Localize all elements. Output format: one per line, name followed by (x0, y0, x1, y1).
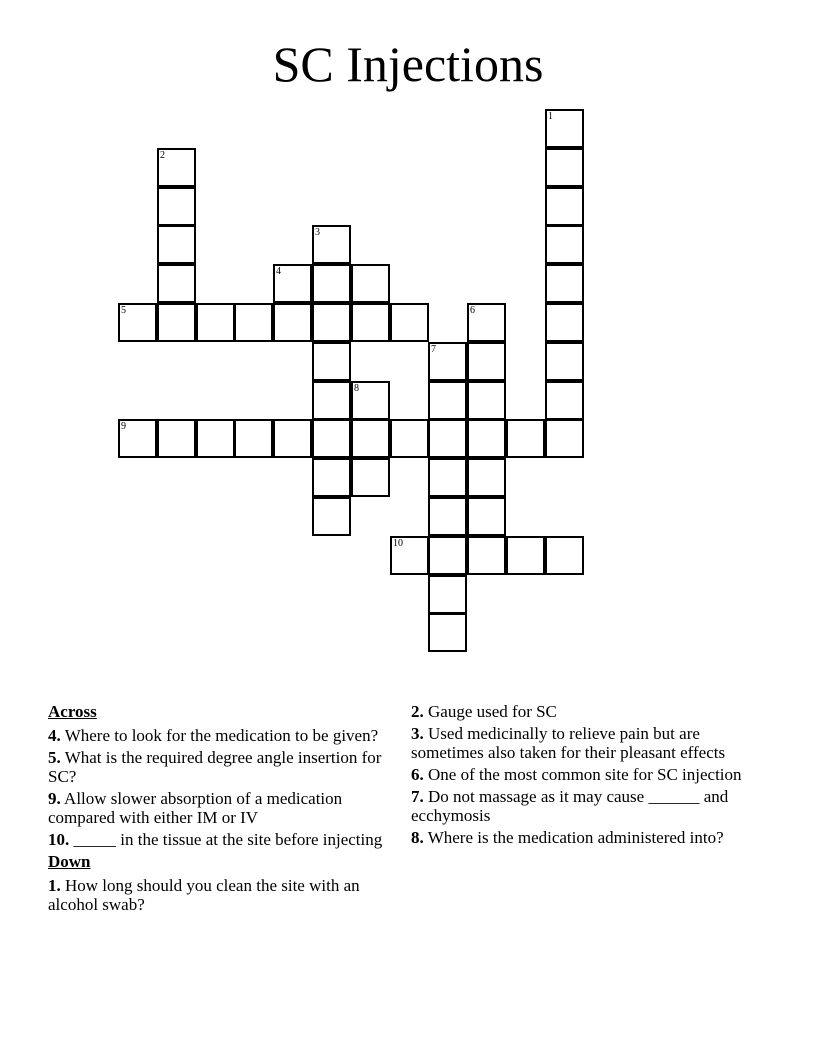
crossword-cell[interactable] (467, 342, 506, 381)
down-clue-list-right (411, 702, 761, 847)
clue-item-text: _____ in the tissue at the site before injecting (69, 830, 383, 849)
crossword-cell[interactable] (467, 458, 506, 497)
crossword-cell[interactable] (467, 303, 506, 342)
crossword-cell[interactable] (118, 419, 157, 458)
clue-item (411, 828, 761, 847)
crossword-cell[interactable] (545, 264, 584, 303)
clue-item (48, 748, 393, 786)
crossword-cell[interactable] (506, 536, 545, 575)
clue-number: 2 (160, 150, 165, 161)
clue-number: 9 (121, 421, 126, 432)
clue-number: 4 (276, 266, 281, 277)
crossword-cell[interactable] (157, 148, 196, 187)
crossword-cell[interactable] (467, 497, 506, 536)
crossword-cell[interactable] (312, 264, 351, 303)
crossword-cell[interactable] (196, 303, 235, 342)
crossword-cell[interactable] (351, 458, 390, 497)
crossword-cell[interactable] (428, 536, 467, 575)
across-heading: Across (48, 702, 97, 721)
crossword-cell[interactable] (157, 225, 196, 264)
crossword-cell[interactable] (312, 303, 351, 342)
clue-item (411, 787, 761, 825)
clue-item-text: Allow slower absorption of a medication compared with either IM or IV (48, 789, 343, 827)
clue-number: 10 (393, 538, 403, 549)
crossword-cell[interactable] (428, 342, 467, 381)
clue-item-text: Where is the medication administered into? (423, 828, 724, 847)
crossword-cell[interactable] (157, 419, 196, 458)
clue-item-number: 8. (411, 828, 424, 847)
clue-number: 3 (315, 227, 320, 238)
clue-item (48, 876, 393, 914)
clue-number: 6 (470, 305, 475, 316)
clue-number: 5 (121, 305, 126, 316)
crossword-cell[interactable] (545, 109, 584, 148)
crossword-cell[interactable] (545, 536, 584, 575)
down-heading: Down (48, 852, 91, 871)
clue-number: 1 (548, 111, 553, 122)
crossword-cell[interactable] (312, 381, 351, 420)
clue-number: 7 (431, 344, 436, 355)
clue-item-number: 9. (48, 789, 61, 808)
crossword-cell[interactable] (312, 225, 351, 264)
clues-right-column (411, 702, 761, 850)
crossword-cell[interactable] (312, 342, 351, 381)
clue-item-number: 6. (411, 765, 424, 784)
clue-item (411, 765, 761, 784)
clue-item-number: 4. (48, 726, 61, 745)
clue-item-number: 7. (411, 787, 424, 806)
clue-item-number: 1. (48, 876, 61, 895)
crossword-cell[interactable] (351, 419, 390, 458)
crossword-cell[interactable] (390, 303, 429, 342)
crossword-cell[interactable] (390, 536, 429, 575)
crossword-cell[interactable] (273, 303, 312, 342)
clue-item (48, 789, 393, 827)
clue-item (411, 702, 761, 721)
clue-number: 8 (354, 383, 359, 394)
clue-item-number: 2. (411, 702, 424, 721)
crossword-cell[interactable] (506, 419, 545, 458)
crossword-cell[interactable] (545, 419, 584, 458)
crossword-cell[interactable] (428, 458, 467, 497)
crossword-cell[interactable] (390, 419, 429, 458)
crossword-cell[interactable] (545, 225, 584, 264)
crossword-cell[interactable] (428, 575, 467, 614)
crossword-cell[interactable] (545, 148, 584, 187)
crossword-cell[interactable] (312, 458, 351, 497)
crossword-cell[interactable] (545, 381, 584, 420)
clues-left-column (48, 702, 393, 917)
crossword-cell[interactable] (428, 613, 467, 652)
crossword-cell[interactable] (545, 342, 584, 381)
crossword-cell[interactable] (351, 264, 390, 303)
crossword-cell[interactable] (118, 303, 157, 342)
crossword-cell[interactable] (467, 536, 506, 575)
clue-item-number: 10. (48, 830, 70, 849)
crossword-cell[interactable] (273, 264, 312, 303)
clue-item-text: One of the most common site for SC injection (423, 765, 742, 784)
crossword-cell[interactable] (234, 303, 273, 342)
crossword-cell[interactable] (467, 381, 506, 420)
crossword-cell[interactable] (234, 419, 273, 458)
page-title: SC Injections (272, 36, 544, 92)
across-clue-list (48, 726, 393, 849)
clue-item-text: How long should you clean the site with an alcohol swab? (48, 876, 360, 914)
crossword-cell[interactable] (428, 419, 467, 458)
crossword-cell[interactable] (312, 497, 351, 536)
crossword-cell[interactable] (273, 419, 312, 458)
clue-item-text: Where to look for the medication to be given? (60, 726, 379, 745)
crossword-cell[interactable] (351, 303, 390, 342)
clue-item-text: Used medicinally to relieve pain but are sometimes also taken for their pleasant effects (411, 724, 726, 762)
clue-item-number: 3. (411, 724, 424, 743)
crossword-cell[interactable] (545, 187, 584, 226)
clue-item-text: Gauge used for SC (423, 702, 557, 721)
crossword-cell[interactable] (467, 419, 506, 458)
crossword-cell[interactable] (428, 497, 467, 536)
clue-item-text: Do not massage as it may cause ______ and ecchymosis (411, 787, 729, 825)
crossword-cell[interactable] (196, 419, 235, 458)
crossword-cell[interactable] (428, 381, 467, 420)
down-clue-list-left (48, 876, 393, 914)
clue-item (48, 726, 393, 745)
crossword-cell[interactable] (545, 303, 584, 342)
crossword-cell[interactable] (157, 303, 196, 342)
crossword-cell[interactable] (312, 419, 351, 458)
clue-item-text: What is the required degree angle insertion for SC? (48, 748, 382, 786)
crossword-cell[interactable] (351, 381, 390, 420)
crossword-cell[interactable] (157, 187, 196, 226)
clue-item-number: 5. (48, 748, 61, 767)
crossword-cell[interactable] (157, 264, 196, 303)
clue-item (48, 830, 393, 849)
clue-item (411, 724, 761, 762)
